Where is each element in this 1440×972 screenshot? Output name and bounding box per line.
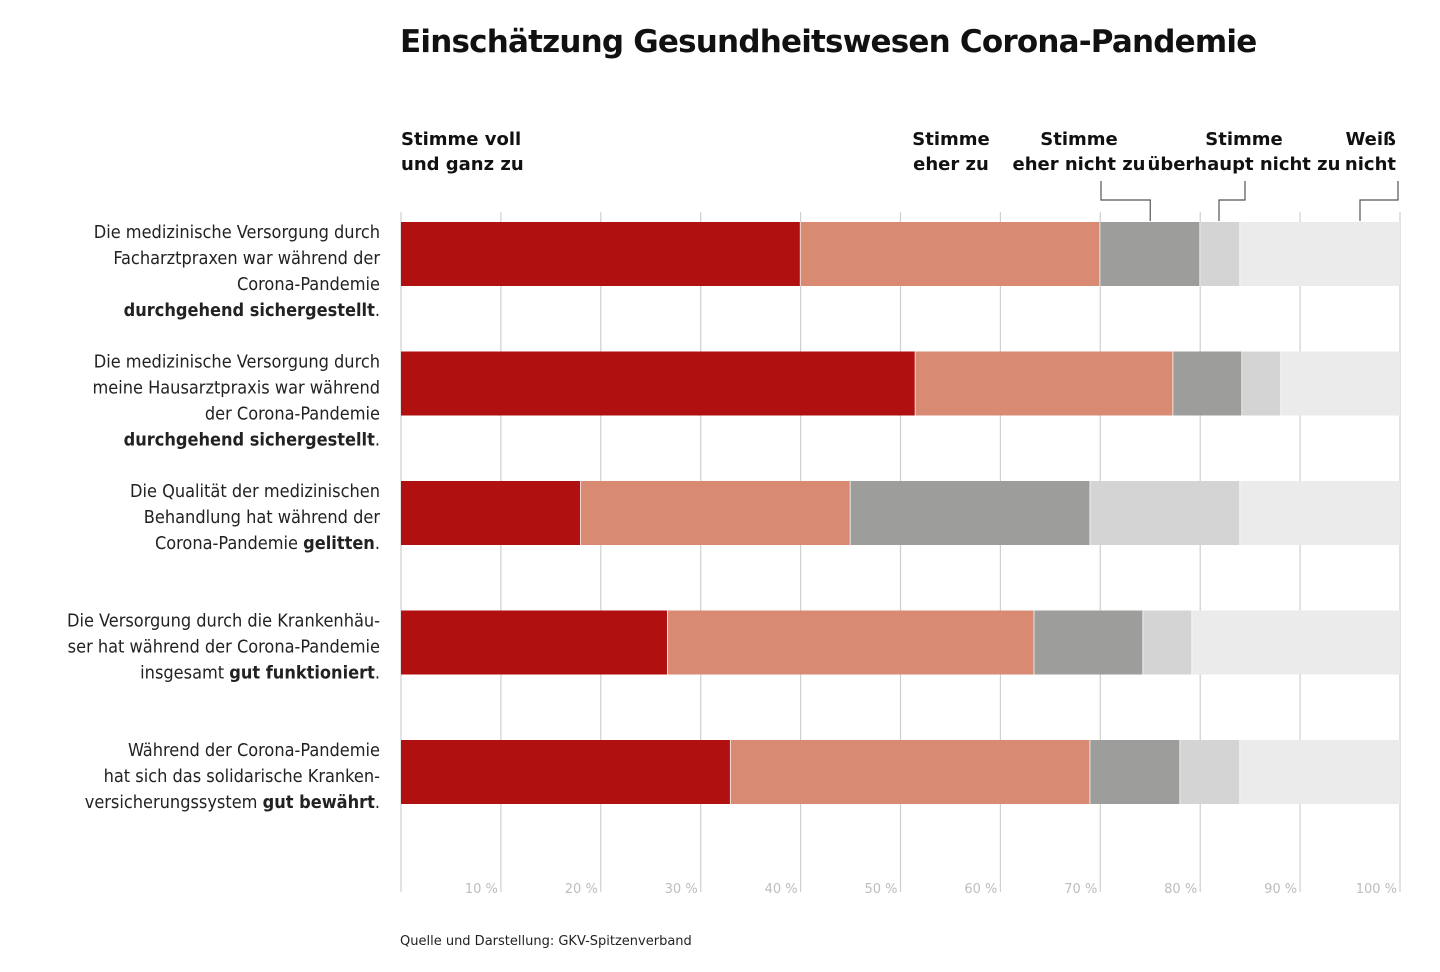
x-tick-label: 80 %	[1164, 882, 1198, 897]
category-label-segment: insgesamt	[140, 662, 230, 684]
legend-label: Weiß	[1345, 129, 1396, 150]
category-label-segment: meine Hausarztpraxis war während	[92, 377, 380, 399]
bar-segment	[1090, 481, 1240, 545]
x-tick-label: 20 %	[564, 882, 598, 897]
legend-label: überhaupt nicht zu	[1147, 154, 1341, 175]
category-label-segment: gut funktioniert	[229, 662, 375, 684]
legend-leader-line	[1101, 181, 1150, 221]
category-label-segment: Die medizinische Versorgung durch	[93, 222, 380, 243]
legend-label: eher nicht zu	[1012, 154, 1146, 175]
x-tick-label: 40 %	[764, 882, 798, 897]
bar-segment	[1173, 352, 1242, 416]
category-label-line	[140, 663, 380, 684]
bar-segment	[1240, 222, 1400, 286]
legend-label: Stimme	[912, 129, 990, 150]
category-label-line	[144, 507, 381, 528]
bar-segment	[668, 611, 1035, 675]
category-labels	[67, 222, 380, 813]
category-label-segment: ser hat während der Corona-Pandemie	[67, 636, 380, 658]
bar-segment	[915, 352, 1173, 416]
category-label-line	[68, 637, 380, 658]
category-label-segment: gut bewährt	[262, 792, 375, 813]
chart-title: Einschätzung Gesundheitswesen Corona-Pandemie	[400, 24, 1257, 60]
legend-label: Stimme voll	[401, 129, 522, 150]
category-label-line	[94, 352, 380, 373]
legend-leader-line	[1219, 181, 1245, 221]
x-tick-label: 70 %	[1064, 882, 1098, 897]
category-label-segment: Während der Corona-Pandemie	[127, 740, 380, 761]
x-tick-label: 10 %	[464, 882, 498, 897]
legend-label: Stimme	[1040, 129, 1118, 150]
bar-segment	[1180, 740, 1240, 804]
bar-segment	[1090, 740, 1180, 804]
bar-segment	[401, 352, 915, 416]
category-label-line	[205, 404, 380, 425]
x-tick-label: 60 %	[964, 882, 998, 897]
category-label-segment: durchgehend sichergestellt	[123, 429, 375, 451]
bar-segment	[401, 611, 668, 675]
category-label-line	[155, 533, 380, 554]
bar-segment	[401, 481, 581, 545]
category-label-line	[92, 378, 380, 399]
category-label-line	[94, 222, 380, 243]
bar-segment	[401, 740, 731, 804]
bar-segment	[1242, 352, 1281, 416]
category-label-segment: versicherungssystem	[84, 792, 263, 813]
category-label-segment: Corona-Pandemie	[236, 274, 380, 295]
bar-segment	[581, 481, 851, 545]
category-label-segment: Die Qualität der medizinischen	[130, 481, 380, 502]
bar-segment	[1240, 481, 1400, 545]
legend-label: nicht	[1344, 154, 1396, 175]
category-label-segment: Corona-Pandemie	[154, 533, 304, 554]
category-label-segment: .	[374, 300, 380, 321]
category-label-segment: .	[374, 662, 380, 684]
x-tick-label: 30 %	[664, 882, 698, 897]
bar-segment	[1192, 611, 1400, 675]
bar-segment	[1034, 611, 1143, 675]
legend-label: eher zu	[913, 154, 989, 175]
bar-segment	[801, 222, 1101, 286]
category-label-segment: Facharztpraxen war während der	[113, 248, 380, 269]
bar-segment	[1100, 222, 1200, 286]
category-label-line	[130, 481, 380, 502]
category-label-line	[67, 611, 380, 632]
category-label-segment: der Corona-Pandemie	[204, 403, 380, 425]
bar-segment	[401, 222, 801, 286]
category-label-segment: Die Versorgung durch die Krankenhäu-	[66, 610, 380, 632]
bar-segment	[851, 481, 1091, 545]
x-tick-label: 90 %	[1264, 882, 1298, 897]
category-label-segment: Die medizinische Versorgung durch	[93, 351, 380, 373]
category-label-segment: durchgehend sichergestellt	[123, 300, 375, 321]
bar-segment	[1143, 611, 1192, 675]
legend-label: und ganz zu	[401, 154, 524, 175]
legend-leader-line	[1360, 181, 1398, 221]
legend-label: Stimme	[1205, 129, 1283, 150]
bar-segment	[1200, 222, 1240, 286]
category-label-line	[124, 430, 380, 451]
legend	[401, 129, 1398, 221]
category-label-line	[113, 248, 380, 269]
category-label-line	[124, 300, 380, 321]
category-label-segment: Behandlung hat während der	[143, 507, 380, 528]
bar-segment	[731, 740, 1091, 804]
category-label-segment: hat sich das solidarische Kranken-	[103, 766, 380, 787]
bar-segment	[1240, 740, 1400, 804]
bar-segment	[1281, 352, 1400, 416]
x-tick-label: 100 %	[1355, 882, 1397, 897]
category-label-segment: .	[374, 429, 380, 451]
x-tick-label: 50 %	[864, 882, 898, 897]
category-label-line	[85, 792, 380, 813]
category-label-segment: gelitten	[303, 533, 375, 554]
category-label-segment: .	[374, 792, 380, 813]
category-label-line	[128, 740, 380, 761]
category-label-line	[237, 274, 380, 295]
category-label-line	[104, 766, 381, 787]
category-label-segment: .	[374, 533, 380, 554]
x-axis-ticks	[465, 882, 1397, 897]
source-note: Quelle und Darstellung: GKV-Spitzenverband	[400, 934, 692, 949]
